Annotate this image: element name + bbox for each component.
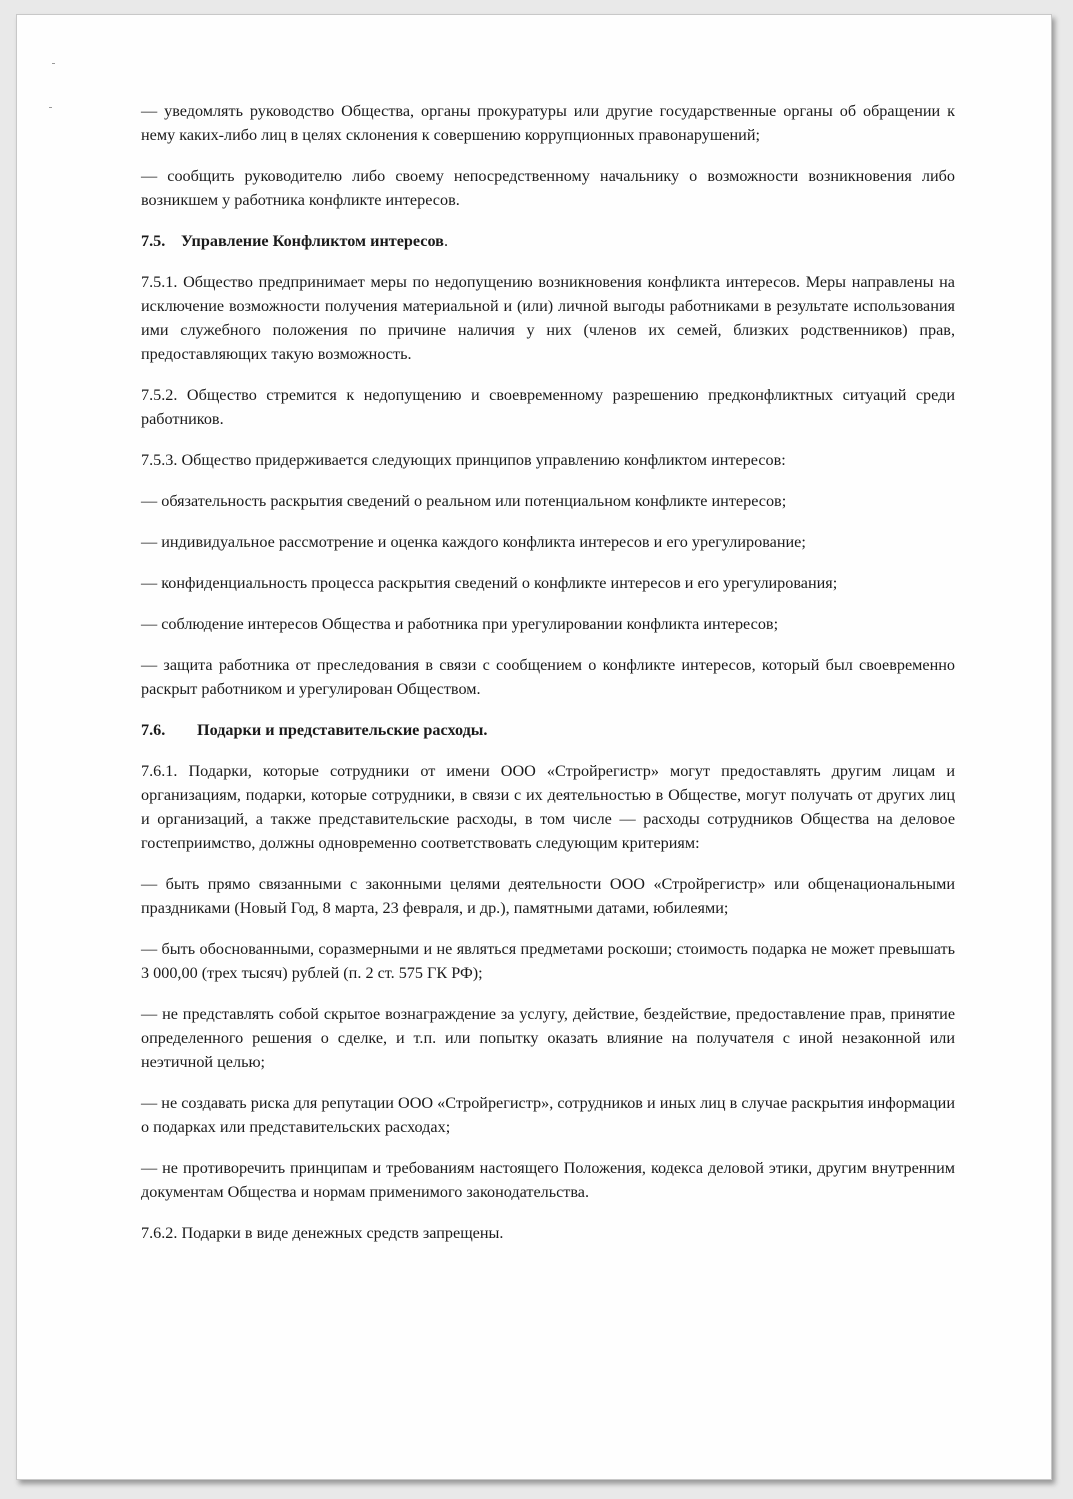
criteria-item-compliance: — не противоречить принципам и требованиям настоящего Положения, кодекса деловой этики, другим внутренним документам Общества и нормам применимого законодательства. [141, 1159, 955, 1201]
section-title: Управление Конфликтом интересов [181, 232, 444, 250]
scan-mark [52, 63, 55, 64]
criteria-item-no-reward: — не представлять собой скрытое вознаграждение за услугу, действие, бездействие, предоставление прав, принятие определенного решения о сделке, и т.п. или попытку оказать влияние на получателя с иной незаконной или неэтичной целью; [141, 1005, 955, 1071]
section-number: 7.6. [141, 721, 166, 739]
criteria-item-purpose: — быть прямо связанными с законными целями деятельности ООО «Стройрегистр» или общенациональными праздниками (Новый Год, 8 марта, 23 февраля, и др.), памятными датами, юбилеями; [141, 875, 955, 917]
paragraph-7-6-1: 7.6.1. Подарки, которые сотрудники от имени ООО «Стройрегистр» могут предоставлять другим лицам и организациям, подарки, которые сотрудники, в связи с их деятельностью в Обществе, могут получать от других лиц и организаций, а также представительские расходы, в том числе — расходы сотрудников Общества на деловое гостеприимство, должны одновременно соответствовать следующим критериям: [141, 762, 955, 852]
section-heading-7-5 [141, 229, 955, 253]
section-number: 7.5. [141, 232, 166, 250]
list-item-disclosure: — обязательность раскрытия сведений о реальном или потенциальном конфликте интересов; [141, 492, 787, 510]
criteria-item-reasonable: — быть обоснованными, соразмерными и не являться предметами роскоши; стоимость подарка не может превышать 3 000,00 (трех тысяч) рублей (п. 2 ст. 575 ГК РФ); [141, 940, 955, 982]
section-title: Подарки и представительские расходы. [197, 721, 488, 739]
list-item-interests: — соблюдение интересов Общества и работника при урегулировании конфликта интересов; [141, 615, 779, 633]
section-heading-7-6 [141, 718, 955, 742]
paragraph-7-6-2: 7.6.2. Подарки в виде денежных средств запрещены. [141, 1224, 504, 1242]
paragraph-7-5-2: 7.5.2. Общество стремится к недопущению и своевременному разрешению предконфликтных ситуаций среди работников. [141, 386, 955, 428]
criteria-item-reputation: — не создавать риска для репутации ООО «Стройрегистр», сотрудников и иных лиц в случае раскрытия информации о подарках или представительских расходах; [141, 1094, 955, 1136]
scan-mark [49, 107, 52, 108]
paragraph-7-5-1: 7.5.1. Общество предпринимает меры по недопущению возникновения конфликта интересов. Меры направлены на исключение возможности получения материальной и (или) личной выгоды работниками в результате использования ими служебного положения по причине наличия у них (членов их семей, близких родственников) прав, предоставляющих такую возможность. [141, 273, 955, 363]
list-item-individual-review: — индивидуальное рассмотрение и оценка каждого конфликта интересов и его урегулирование; [141, 533, 806, 551]
paragraph-notify-authorities: — уведомлять руководство Общества, органы прокуратуры или другие государственные органы об обращении к нему каких-либо лиц в целях склонения к совершению коррупционных правонарушений; [141, 102, 955, 144]
list-item-protection: — защита работника от преследования в связи с сообщением о конфликте интересов, который был своевременно раскрыт работником и урегулирован Обществом. [141, 656, 955, 698]
list-item-confidentiality: — конфиденциальность процесса раскрытия сведений о конфликте интересов и его урегулирования; [141, 574, 838, 592]
paragraph-7-5-3: 7.5.3. Общество придерживается следующих принципов управлению конфликтом интересов: [141, 451, 786, 469]
section-title-tail: . [443, 232, 448, 250]
paragraph-report-conflict: — сообщить руководителю либо своему непосредственному начальнику о возможности возникновения либо возникшем у работника конфликте интересов. [141, 167, 955, 209]
document-body [141, 99, 955, 1262]
